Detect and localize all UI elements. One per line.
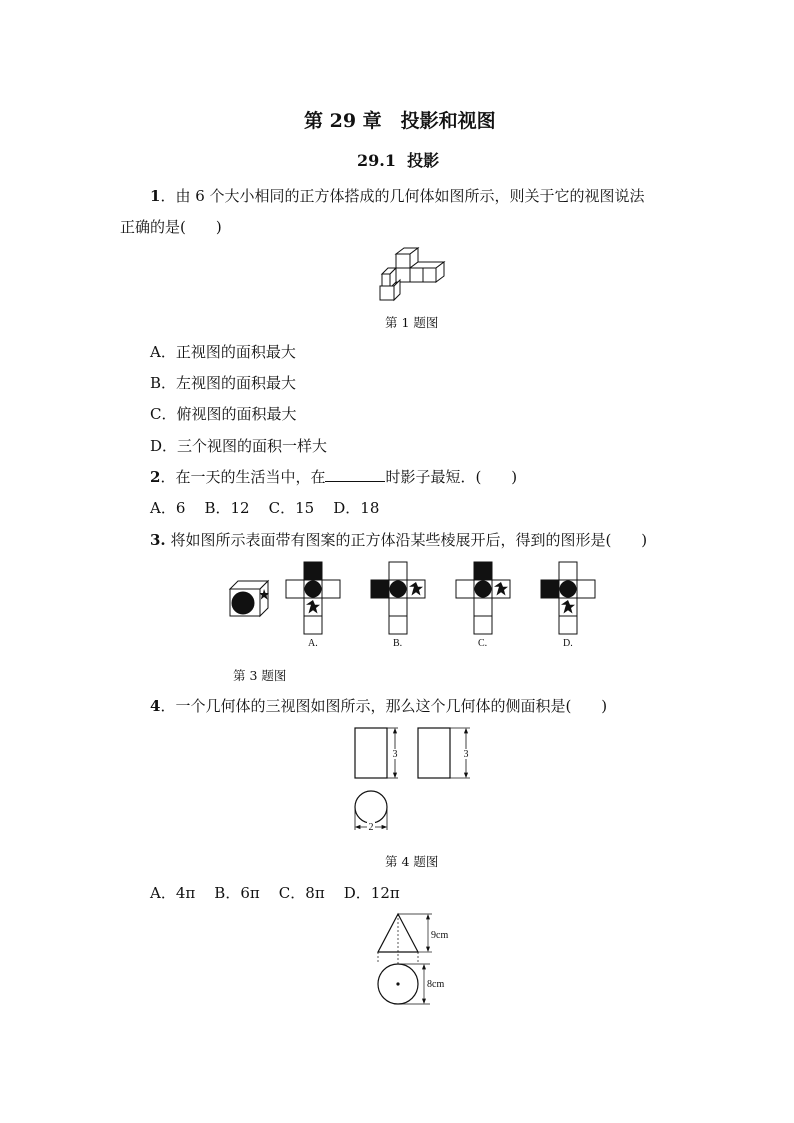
figure-4-height-label-side: 3 <box>463 749 469 760</box>
figure-3-label-c: C. <box>478 638 488 649</box>
figure-3-net-b <box>371 562 425 634</box>
question-1-option-b: B．左视图的面积最大 <box>150 374 297 392</box>
question-3-text <box>150 530 647 550</box>
figure-3-label-d: D. <box>563 638 573 649</box>
question-2-text <box>150 467 517 487</box>
question-2-text-before: ．在一天的生活当中，在 <box>160 468 326 486</box>
figure-3-net-a <box>286 562 340 634</box>
question-4-number: 4 <box>150 697 161 715</box>
question-3-stem: 将如图所示表面带有图案的正方体沿某些棱展开后，得到的图形是( ) <box>165 531 648 549</box>
question-2-blank <box>325 467 385 482</box>
chapter-title: 第 29 章 投影和视图 <box>304 110 496 132</box>
figure-3-label-b: B. <box>393 638 403 649</box>
question-1-line2: 正确的是( ) <box>120 218 222 236</box>
figure-4-caption: 第 4 题图 <box>385 854 439 869</box>
question-1-option-c: C．俯视图的面积最大 <box>150 405 297 423</box>
figure-4-diameter-label: 2 <box>368 822 374 833</box>
question-4-text <box>150 696 607 716</box>
question-2-number: 2 <box>150 468 161 486</box>
question-2-options: A．6 B．12 C．15 D．18 <box>150 499 380 517</box>
figure-3-caption: 第 3 题图 <box>233 668 287 683</box>
question-3-number: 3. <box>150 531 166 549</box>
question-1-option-d: D．三个视图的面积一样大 <box>150 437 328 455</box>
figure-5-diameter-label: 8cm <box>427 979 445 990</box>
question-4-stem: ．一个几何体的三视图如图所示，那么这个几何体的侧面积是( ) <box>160 697 608 715</box>
figure-4-front-view <box>355 728 387 778</box>
question-1-line1 <box>150 186 645 206</box>
figure-3-net-d <box>541 562 595 634</box>
figure-1-caption: 第 1 题图 <box>385 315 439 330</box>
question-2-text-after: 时影子最短．( ) <box>385 468 518 486</box>
figure-5-cone-views <box>370 908 460 1008</box>
figure-3 <box>226 560 606 655</box>
figure-4-top-view <box>355 791 387 823</box>
figure-4-height-label-front: 3 <box>392 749 398 760</box>
question-1-option-a: A．正视图的面积最大 <box>150 343 296 361</box>
question-1-text: ．由 6 个大小相同的正方体搭成的几何体如图所示，则关于它的视图说法 <box>160 187 645 205</box>
section-title: 29.1 投影 <box>357 151 440 170</box>
question-1-number: 1 <box>150 187 161 205</box>
figure-4-side-view <box>418 728 450 778</box>
figure-3-cube <box>230 581 269 616</box>
figure-5-cone-height-label: 9cm <box>431 930 449 941</box>
figure-3-net-c <box>456 562 510 634</box>
figure-1-cubes <box>376 246 448 302</box>
figure-4-three-views <box>350 722 480 837</box>
question-4-options: A．4π B．6π C．8π D．12π <box>150 884 400 902</box>
figure-3-label-a: A. <box>308 638 318 649</box>
